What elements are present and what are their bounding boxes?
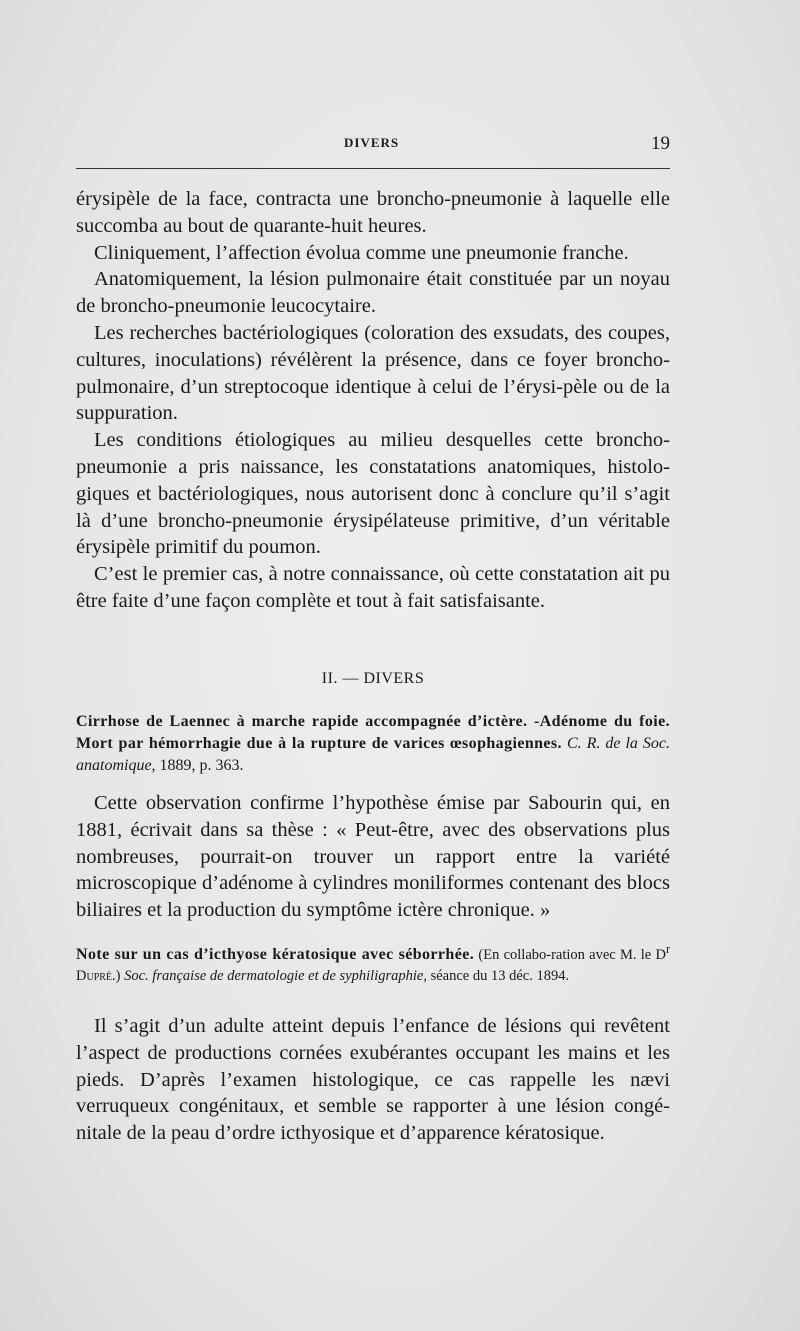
paragraph-anatomical: Anatomiquement, la lésion pulmonaire était constituée par un noyau de broncho-pneumonie leucocytaire. bbox=[76, 268, 670, 318]
running-title: DIVERS bbox=[344, 135, 400, 150]
entry-icthyose-source: Soc. française de dermatologie et de syphiligraphie, bbox=[120, 968, 427, 985]
entry-icthyose-body bbox=[76, 1013, 670, 1147]
paragraph-clinical: Cliniquement, l’affection évolua comme une pneumonie franche. bbox=[94, 241, 629, 264]
section-title: II. — DIVERS bbox=[321, 670, 425, 687]
header-rule bbox=[76, 168, 670, 169]
top-text-block bbox=[76, 186, 670, 615]
entry-cirrhose-source: C. R. de la Soc. anatomique, bbox=[76, 734, 671, 774]
paragraph-sabourin: Cette observation confirme l’hypothèse émise par Sabourin qui, en 1881, écrivait dans sa thèse : « Peut-être, avec des observations plus nombreuses, pourrait-on trouver un rapport entre la variété microscopique d’adénome à cylindres moniliformes contenant des blocs biliaires et la production du symptôme ictère chronique. » bbox=[76, 792, 670, 922]
paragraph-etiological: Les conditions étiologiques au milieu desquelles cette broncho-pneumonie a pris naissance, les constatations anatomiques, histolo-giques et bactériologiques, nous autorisent donc à conclure qu’il s’agit là d’une broncho-pneumonie érysipélateuse primitive, d’un véritable érysipèle primitif du poumon. bbox=[76, 429, 670, 559]
paragraph-bacteriological: Les recherches bactériologiques (coloration des exsudats, des coupes, cultures, inoculations) révélèrent la présence, dans ce foyer broncho-pulmonaire, d’un streptocoque identique à celui de l’érysi-pèle ou de la suppuration. bbox=[76, 321, 670, 425]
entry-cirrhose-citation bbox=[76, 711, 670, 776]
page-number: 19 bbox=[651, 133, 670, 154]
entry-icthyose-citation bbox=[76, 939, 670, 988]
entry-icthyose-date: séance du 13 déc. 1894. bbox=[426, 968, 570, 985]
entry-icthyose-collab-sup: r bbox=[665, 942, 670, 956]
entry-cirrhose-year: 1889, p. 363. bbox=[155, 756, 244, 774]
paragraph-conclusion: C’est le premier cas, à notre connaissance, où cette constatation ait pu être faite d’une façon complète et tout à fait satisfaisante. bbox=[76, 563, 670, 612]
entry-icthyose-title: Note sur un cas d’icthyose kératosique avec séborrhée. bbox=[76, 945, 475, 963]
page-header bbox=[76, 133, 670, 155]
entry-icthyose-collab: (En collabo-ration avec M. le D bbox=[474, 946, 666, 963]
paragraph-adulte: Il s’agit d’un adulte atteint depuis l’enfance de lésions qui revêtent l’aspect de productions cornées exubérantes occupant les mains et les pieds. D’après l’examen histologique, ce cas rappelle les nævi verruqueux congénitaux, et semble se rapporter à une lésion congé-nitale de la peau d’ordre icthyosique et d’apparence kératosique. bbox=[76, 1015, 670, 1145]
entry-icthyose-collab-name: Dupré.) bbox=[76, 968, 121, 985]
entry-cirrhose-body bbox=[76, 790, 670, 924]
entry-cirrhose-title: Cirrhose de Laennec à marche rapide accompagnée d’ictère. -Adénome du foie. Mort par hémorrhagie due à la rupture de varices œsophagiennes. bbox=[76, 713, 670, 752]
paragraph-continuation: érysipèle de la face, contracta une broncho-pneumonie à laquelle elle succomba au bout de quarante-huit heures. bbox=[76, 188, 670, 237]
